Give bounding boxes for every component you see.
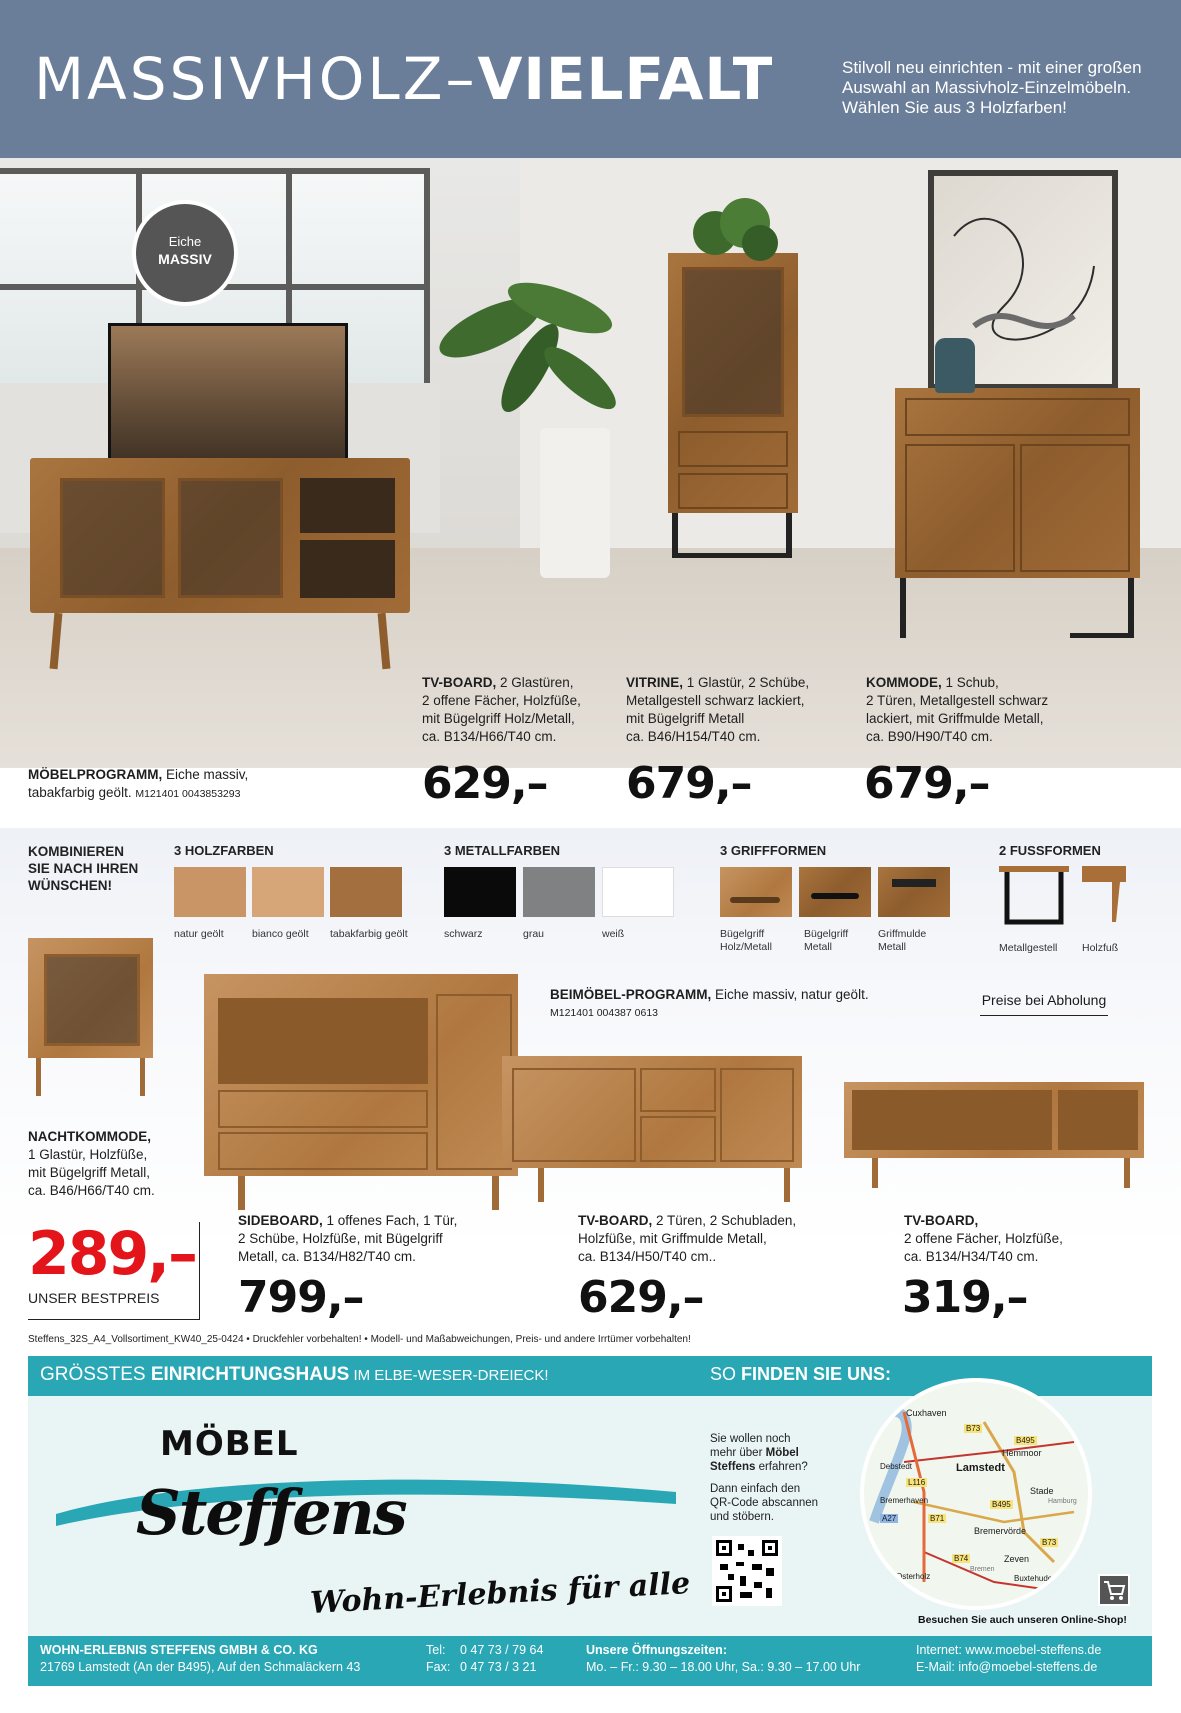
bestprice-label: UNSER BESTPREIS [28, 1290, 160, 1306]
fax-label: Fax: [426, 1660, 451, 1674]
map-label: Stade [1030, 1486, 1054, 1496]
product-spec: ca. B134/H66/T40 cm. [422, 729, 557, 744]
griffformen-heading: 3 GRIFFFORMEN [720, 843, 827, 858]
product-spec: Holzfüße, mit Griffmulde Metall, [578, 1231, 767, 1246]
email-link[interactable]: E-Mail: info@moebel-steffens.de [916, 1660, 1098, 1674]
qr-line: Steffens [710, 1461, 756, 1473]
online-shop-text[interactable]: Besuchen Sie auch unseren Online-Shop! [918, 1614, 1127, 1626]
handle-recessed[interactable] [878, 867, 950, 917]
program-desc: Eiche massiv, [162, 767, 249, 782]
product-spec: ca. B90/H90/T40 cm. [866, 729, 993, 744]
banner-part: EINRICHTUNGSHAUS [150, 1364, 350, 1385]
price-tv-board-2: 629,– [578, 1272, 704, 1323]
product-name: TV-BOARD, [422, 675, 497, 690]
tv-screen [108, 323, 348, 473]
map-label: Zeven [1004, 1554, 1030, 1564]
product-spec: lackiert, mit Griffmulde Metall, [866, 711, 1044, 726]
product-spec: ca. B134/H34/T40 cm. [904, 1249, 1039, 1264]
price-tv-board-3: 319,– [902, 1272, 1028, 1323]
swatch-label: schwarz [444, 928, 483, 940]
map-label: B73 [1042, 1538, 1057, 1547]
cart-icon[interactable] [1098, 1574, 1130, 1606]
map-label: Bremen [970, 1566, 995, 1573]
product-spec: ca. B46/H66/T40 cm. [28, 1183, 155, 1198]
page-title [34, 45, 774, 113]
product-name: KOMMODE, [866, 675, 942, 690]
find-part: SO [710, 1364, 742, 1384]
product-name: TV-BOARD, [578, 1213, 653, 1228]
swatch-bianco[interactable] [252, 867, 324, 917]
pickup-note: Preise bei Abholung [980, 988, 1108, 1016]
map-label: B495 [992, 1500, 1011, 1509]
product-spec: mit Bügelgriff Holz/Metall, [422, 711, 575, 726]
title-bold: VIELFALT [477, 45, 774, 113]
product-tv-board-2 [578, 1212, 838, 1266]
handle-metal[interactable] [799, 867, 871, 917]
vitrine-image [668, 253, 798, 513]
product-spec: 2 Türen, Metallgestell schwarz [866, 693, 1049, 708]
find-us-heading [710, 1364, 891, 1385]
handle-wood-metal[interactable] [720, 867, 792, 917]
swatch-tabak[interactable] [330, 867, 402, 917]
map-label: B74 [954, 1554, 969, 1563]
fussformen-heading: 2 FUSSFORMEN [999, 843, 1101, 858]
plant-icon [690, 188, 780, 268]
price-nachtkommode: 289,– [28, 1219, 197, 1289]
map-label: L116 [908, 1478, 926, 1487]
product-spec: 1 Schub, [941, 675, 999, 690]
product-spec: 2 Türen, 2 Schubladen, [652, 1213, 797, 1228]
beimoebel-description [550, 986, 890, 1022]
wood-foot-icon[interactable] [1082, 866, 1126, 926]
tv-board-3-image [844, 1082, 1144, 1158]
swatch-schwarz[interactable] [444, 867, 516, 917]
handle-label: Bügelgriff Metall [804, 928, 849, 953]
map-label: Buxtehude [1014, 1574, 1053, 1583]
product-spec: Metall, ca. B134/H82/T40 cm. [238, 1249, 416, 1264]
swatch-grau[interactable] [523, 867, 595, 917]
qr-line: Dann einfach den [710, 1483, 801, 1495]
location-map[interactable] [860, 1378, 1092, 1610]
product-tv-board-1 [422, 674, 622, 746]
footer-phone [426, 1642, 543, 1676]
kommode-image [895, 388, 1140, 578]
banner-part: GRÖSSTES [40, 1364, 151, 1385]
product-nachtkommode [28, 1128, 208, 1200]
plant-pot [540, 428, 610, 578]
footer-hours [586, 1642, 860, 1676]
footer-contact [916, 1642, 1101, 1676]
product-spec: ca. B46/H154/T40 cm. [626, 729, 761, 744]
tv-board-2-image [502, 1056, 802, 1168]
product-name: TV-BOARD, [904, 1213, 979, 1228]
bestprice-box [28, 1219, 200, 1320]
fax-number: 0 47 73 / 3 21 [460, 1660, 537, 1674]
map-label: B73 [966, 1424, 981, 1433]
product-name: VITRINE, [626, 675, 684, 690]
product-name: NACHTKOMMODE, [28, 1129, 151, 1144]
handle-label: Griffmulde Metall [878, 928, 927, 953]
combine-line: KOMBINIEREN [28, 844, 125, 859]
logo-main: Steffens [136, 1476, 406, 1549]
subtitle-line: Wählen Sie aus 3 Holzfarben! [842, 98, 1067, 117]
footer-company [40, 1642, 360, 1676]
subtitle-line: Stilvoll neu einrichten - mit einer großen [842, 58, 1142, 77]
price-vitrine: 679,– [626, 758, 752, 809]
handle-label: Bügelgriff Holz/Metall [720, 928, 772, 953]
swatch-label: weiß [602, 928, 625, 940]
qr-line: Möbel [765, 1447, 799, 1459]
qr-code[interactable] [712, 1536, 782, 1606]
swatch-label: tabakfarbig geölt [330, 928, 408, 940]
header-subtitle [842, 58, 1162, 118]
product-tv-board-3 [904, 1212, 1124, 1266]
metal-frame-icon[interactable] [999, 866, 1069, 926]
metallfarben-heading: 3 METALLFARBEN [444, 843, 561, 858]
product-name: SIDEBOARD, [238, 1213, 323, 1228]
eiche-massiv-badge [132, 200, 238, 306]
map-label: Osterholz [896, 1572, 931, 1581]
qr-line: und stöbern. [710, 1511, 774, 1523]
subtitle-line: Auswahl an Massivholz-Einzelmöbeln. [842, 78, 1132, 97]
swatch-label: natur geölt [174, 928, 224, 940]
beimoebel-code: M121401 004387 0613 [550, 1007, 659, 1019]
find-part: FINDEN SIE UNS: [741, 1364, 892, 1384]
product-spec: mit Bügelgriff Metall, [28, 1165, 151, 1180]
foot-label: Holzfuß [1082, 942, 1119, 954]
product-kommode [866, 674, 1106, 746]
qr-info-text [710, 1432, 830, 1524]
plant-icon [430, 248, 630, 448]
product-vitrine [626, 674, 846, 746]
qr-code-icon [716, 1540, 778, 1602]
product-spec: 2 offene Fächer, Holzfüße, [904, 1231, 1063, 1246]
map-label: B71 [930, 1514, 945, 1523]
product-spec: 1 Glastür, 2 Schübe, [683, 675, 810, 690]
qr-line: erfahren? [755, 1461, 808, 1473]
product-spec: 1 offenes Fach, 1 Tür, [322, 1213, 458, 1228]
combine-line: WÜNSCHEN! [28, 878, 112, 893]
map-label: Lamstedt [956, 1462, 1005, 1474]
logo-top: MÖBEL [160, 1424, 299, 1464]
swatch-natur[interactable] [174, 867, 246, 917]
map-label: Debstedt [880, 1462, 913, 1471]
swatch-label: bianco geölt [252, 928, 309, 940]
hours-title: Unsere Öffnungszeiten: [586, 1643, 727, 1657]
map-label: Hemmoor [1002, 1448, 1042, 1458]
product-spec: 2 offene Fächer, Holzfüße, [422, 693, 581, 708]
foot-label: Metallgestell [999, 942, 1058, 954]
tel-number[interactable]: 0 47 73 / 79 64 [460, 1643, 544, 1657]
price-kommode: 679,– [864, 758, 990, 809]
tv-board-image [30, 458, 410, 613]
product-spec: mit Bügelgriff Metall [626, 711, 745, 726]
combine-line: SIE NACH IHREN [28, 861, 139, 876]
product-spec: 1 Glastür, Holzfüße, [28, 1147, 148, 1162]
product-spec: 2 Glastüren, [496, 675, 574, 690]
qr-line: mehr über [710, 1447, 766, 1459]
swatch-label: grau [523, 928, 545, 940]
logo-slogan: Wohn-Erlebnis für alle [309, 1566, 691, 1621]
program-name: MÖBELPROGRAMM, [28, 767, 163, 782]
program-code: M121401 0043853293 [135, 788, 241, 800]
map-label: A27 [882, 1514, 897, 1523]
banner-part: IM ELBE-WESER-DREIECK! [349, 1367, 549, 1384]
combine-heading [28, 843, 138, 894]
vase [935, 338, 975, 393]
price-sideboard: 799,– [238, 1272, 364, 1323]
product-spec: Metallgestell schwarz lackiert, [626, 693, 805, 708]
map-label: Bremerhaven [880, 1496, 929, 1505]
website-link[interactable]: Internet: www.moebel-steffens.de [916, 1643, 1102, 1657]
map-label: B495 [1016, 1436, 1035, 1445]
holzfarben-heading: 3 HOLZFARBEN [174, 843, 274, 858]
badge-line1: Eiche [168, 234, 202, 249]
product-spec: 2 Schübe, Holzfüße, mit Bügelgriff [238, 1231, 443, 1246]
beimoebel-name: BEIMÖBEL-PROGRAMM, [550, 987, 712, 1002]
program-desc: tabakfarbig geölt. [28, 785, 132, 800]
hours-text: Mo. – Fr.: 9.30 – 18.00 Uhr, Sa.: 9.30 – 17.00 Uhr [586, 1660, 861, 1674]
logo [56, 1474, 684, 1552]
map-label: Cuxhaven [906, 1408, 947, 1418]
company-address: 21769 Lamstedt (An der B495), Auf den Schmaläckern 43 [40, 1660, 361, 1674]
qr-line: Sie wollen noch [710, 1433, 791, 1445]
qr-line: QR-Code abscannen [710, 1497, 819, 1509]
beimoebel-desc: Eiche massiv, natur geölt. [711, 987, 869, 1002]
title-light: MASSIVHOLZ– [34, 45, 478, 113]
price-tv-board-1: 629,– [422, 758, 548, 809]
nachtkommode-image [28, 938, 153, 1058]
swatch-weiss[interactable] [602, 867, 674, 917]
map-label: Hamburg [1048, 1498, 1077, 1505]
product-sideboard [238, 1212, 498, 1266]
banner-text [40, 1364, 549, 1386]
badge-line2: MASSIV [158, 251, 212, 267]
map-label: Bremervörde [974, 1526, 1027, 1536]
program-description [28, 766, 358, 803]
product-spec: ca. B134/H50/T40 cm.. [578, 1249, 717, 1264]
sideboard-image [204, 974, 518, 1176]
company-name: WOHN-ERLEBNIS STEFFENS GMBH & CO. KG [40, 1643, 318, 1657]
tel-label: Tel: [426, 1643, 446, 1657]
disclaimer: Steffens_32S_A4_Vollsortiment_KW40_25-0424 • Druckfehler vorbehalten! • Modell- und Maßabweichungen, Preis- und andere Irrtümer vorbehalten! [28, 1334, 691, 1345]
